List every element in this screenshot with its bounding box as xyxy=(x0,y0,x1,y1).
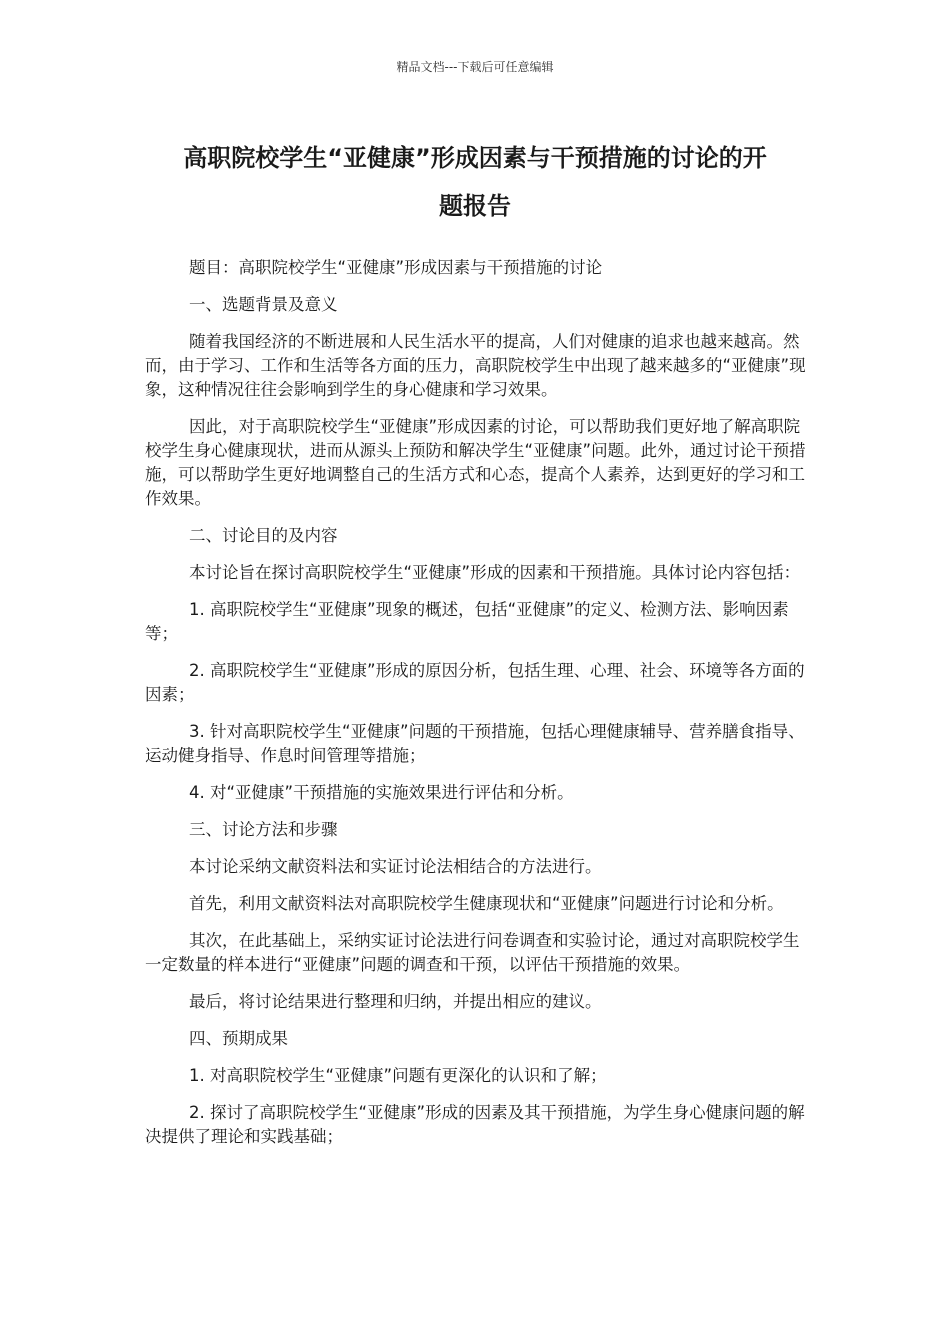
content-item-2: 2. 高职院校学生“亚健康”形成的原因分析，包括生理、心理、社会、环境等各方面的因素； xyxy=(145,661,805,704)
paragraph-method: 本讨论采纳文献资料法和实证讨论法相结合的方法进行。 xyxy=(189,857,602,876)
document-title xyxy=(130,134,820,230)
section-heading-2: 二、讨论目的及内容 xyxy=(189,526,338,545)
outcome-item-2: 2. 探讨了高职院校学生“亚健康”形成的因素及其干预措施，为学生身心健康问题的解决提供了理论和实践基础； xyxy=(145,1103,805,1146)
content-item-4: 4. 对“亚健康”干预措施的实施效果进行评估和分析。 xyxy=(189,783,574,802)
outcome-item-1: 1. 对高职院校学生“亚健康”问题有更深化的认识和了解； xyxy=(189,1066,607,1085)
content-item-1: 1. 高职院校学生“亚健康”现象的概述，包括“亚健康”的定义、检测方法、影响因素等； xyxy=(145,600,789,643)
paragraph-background: 随着我国经济的不断进展和人民生活水平的提高，人们对健康的追求也越来越高。然而，由于学习、工作和生活等各方面的压力，高职院校学生中出现了越来越多的“亚健康”现象，这种情况往往会影响到学生的身心健康和学习效果。 xyxy=(145,332,806,399)
paragraph-purpose: 本讨论旨在探讨高职院校学生“亚健康”形成的因素和干预措施。具体讨论内容包括： xyxy=(189,563,801,582)
section-heading-1: 一、选题背景及意义 xyxy=(189,295,338,314)
paragraph-step-first: 首先，利用文献资料法对高职院校学生健康现状和“亚健康”问题进行讨论和分析。 xyxy=(189,894,784,913)
topic-line: 题目：高职院校学生“亚健康”形成因素与干预措施的讨论 xyxy=(189,258,603,277)
paragraph-step-second: 其次，在此基础上，采纳实证讨论法进行问卷调查和实验讨论，通过对高职院校学生一定数量的样本进行“亚健康”问题的调查和干预，以评估干预措施的效果。 xyxy=(145,931,800,974)
paragraph-significance: 因此，对于高职院校学生“亚健康”形成因素的讨论，可以帮助我们更好地了解高职院校学生身心健康现状，进而从源头上预防和解决学生“亚健康”问题。此外，通过讨论干预措施，可以帮助学生更好地调整自己的生活方式和心态，提高个人素养，达到更好的学习和工作效果。 xyxy=(145,417,806,508)
header-note: 精品文档---下载后可任意编辑 xyxy=(396,60,554,74)
content-item-3: 3. 针对高职院校学生“亚健康”问题的干预措施，包括心理健康辅导、营养膳食指导、运动健身指导、作息时间管理等措施； xyxy=(145,722,805,765)
section-heading-4: 四、预期成果 xyxy=(189,1029,288,1048)
document-body xyxy=(145,256,815,1162)
section-heading-3: 三、讨论方法和步骤 xyxy=(189,820,338,839)
paragraph-step-last: 最后，将讨论结果进行整理和归纳，并提出相应的建议。 xyxy=(189,992,602,1011)
title-line-1: 高职院校学生“亚健康”形成因素与干预措施的讨论的开 xyxy=(183,144,767,172)
title-line-2: 题报告 xyxy=(439,192,511,220)
